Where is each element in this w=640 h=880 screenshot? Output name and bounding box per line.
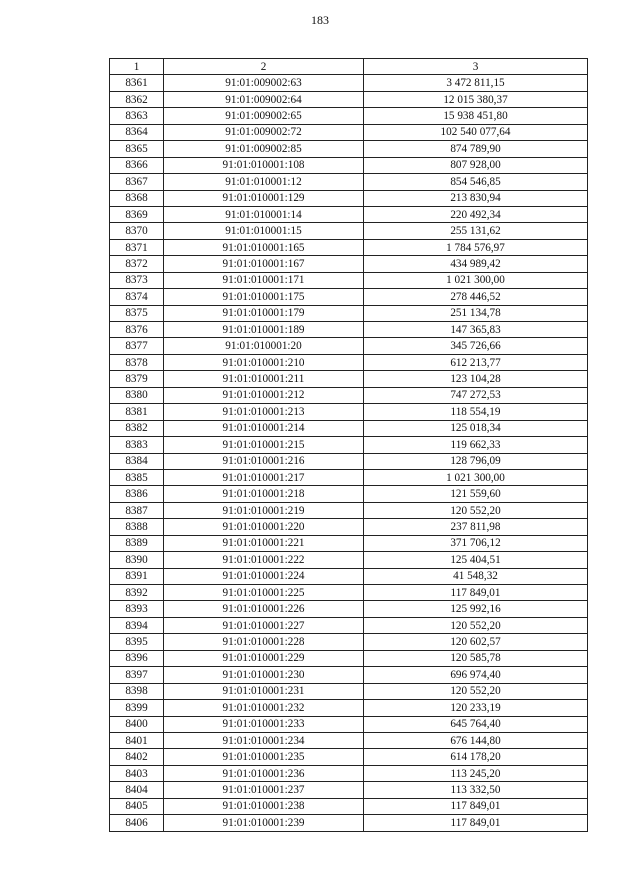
value-cell: 117 849,01 — [364, 585, 588, 601]
row-number-cell: 8383 — [110, 437, 164, 453]
header-row — [110, 59, 588, 75]
row-number-cell: 8399 — [110, 700, 164, 716]
cadastral-number-cell: 91:01:010001:233 — [164, 716, 364, 732]
row-number-cell: 8392 — [110, 585, 164, 601]
table-row — [110, 617, 588, 633]
value-cell: 120 552,20 — [364, 502, 588, 518]
table-row — [110, 354, 588, 370]
cadastral-number-cell: 91:01:010001:15 — [164, 223, 364, 239]
cadastral-number-cell: 91:01:010001:217 — [164, 469, 364, 485]
table-row — [110, 206, 588, 222]
page-number: 183 — [311, 13, 329, 27]
table-row — [110, 322, 588, 338]
value-cell: 614 178,20 — [364, 749, 588, 765]
value-cell: 1 021 300,00 — [364, 469, 588, 485]
row-number-cell: 8376 — [110, 322, 164, 338]
row-number-cell: 8389 — [110, 535, 164, 551]
value-cell: 278 446,52 — [364, 289, 588, 305]
value-cell: 371 706,12 — [364, 535, 588, 551]
table-row — [110, 716, 588, 732]
value-cell: 121 559,60 — [364, 486, 588, 502]
value-cell: 12 015 380,37 — [364, 91, 588, 107]
value-cell: 120 233,19 — [364, 700, 588, 716]
row-number-cell: 8397 — [110, 667, 164, 683]
table-row — [110, 305, 588, 321]
cadastral-number-cell: 91:01:010001:221 — [164, 535, 364, 551]
row-number-cell: 8366 — [110, 157, 164, 173]
cadastral-number-cell: 91:01:010001:225 — [164, 585, 364, 601]
table-row — [110, 749, 588, 765]
value-cell: 123 104,28 — [364, 371, 588, 387]
row-number-cell: 8375 — [110, 305, 164, 321]
value-cell: 645 764,40 — [364, 716, 588, 732]
cadastral-number-cell: 91:01:009002:63 — [164, 75, 364, 91]
table-body — [110, 75, 588, 831]
cadastral-number-cell: 91:01:010001:211 — [164, 371, 364, 387]
row-number-cell: 8403 — [110, 765, 164, 781]
table-row — [110, 765, 588, 781]
cadastral-number-cell: 91:01:010001:229 — [164, 650, 364, 666]
table-row — [110, 650, 588, 666]
cadastral-number-cell: 91:01:009002:85 — [164, 141, 364, 157]
cadastral-number-cell: 91:01:010001:171 — [164, 272, 364, 288]
value-cell: 1 021 300,00 — [364, 272, 588, 288]
cadastral-number-cell: 91:01:010001:226 — [164, 601, 364, 617]
cadastral-number-cell: 91:01:010001:235 — [164, 749, 364, 765]
column-header-value: 3 — [364, 59, 588, 75]
cadastral-number-cell: 91:01:010001:222 — [164, 552, 364, 568]
value-cell: 118 554,19 — [364, 404, 588, 420]
table-row — [110, 437, 588, 453]
cadastral-number-cell: 91:01:010001:189 — [164, 322, 364, 338]
row-number-cell: 8401 — [110, 732, 164, 748]
table-row — [110, 453, 588, 469]
value-cell: 15 938 451,80 — [364, 108, 588, 124]
row-number-cell: 8382 — [110, 420, 164, 436]
row-number-cell: 8379 — [110, 371, 164, 387]
table-row — [110, 634, 588, 650]
row-number-cell: 8381 — [110, 404, 164, 420]
value-cell: 120 552,20 — [364, 683, 588, 699]
cadastral-number-cell: 91:01:010001:232 — [164, 700, 364, 716]
value-cell: 854 546,85 — [364, 174, 588, 190]
value-cell: 676 144,80 — [364, 732, 588, 748]
value-cell: 747 272,53 — [364, 387, 588, 403]
table-row — [110, 667, 588, 683]
cadastral-number-cell: 91:01:010001:14 — [164, 206, 364, 222]
value-cell: 120 552,20 — [364, 617, 588, 633]
cadastral-number-cell: 91:01:010001:237 — [164, 782, 364, 798]
table-row — [110, 732, 588, 748]
value-cell: 102 540 077,64 — [364, 124, 588, 140]
table-row — [110, 75, 588, 91]
value-cell: 125 018,34 — [364, 420, 588, 436]
table-row — [110, 502, 588, 518]
table-row — [110, 585, 588, 601]
row-number-cell: 8388 — [110, 519, 164, 535]
cadastral-number-cell: 91:01:010001:231 — [164, 683, 364, 699]
column-header-cadastral-number: 2 — [164, 59, 364, 75]
table-row — [110, 223, 588, 239]
cadastral-number-cell: 91:01:010001:167 — [164, 256, 364, 272]
row-number-cell: 8384 — [110, 453, 164, 469]
value-cell: 237 811,98 — [364, 519, 588, 535]
table-row — [110, 141, 588, 157]
table-row — [110, 815, 588, 831]
row-number-cell: 8361 — [110, 75, 164, 91]
cadastral-value-table — [109, 58, 588, 832]
cadastral-number-cell: 91:01:009002:64 — [164, 91, 364, 107]
value-cell: 220 492,34 — [364, 206, 588, 222]
row-number-cell: 8385 — [110, 469, 164, 485]
row-number-cell: 8402 — [110, 749, 164, 765]
row-number-cell: 8371 — [110, 239, 164, 255]
row-number-cell: 8405 — [110, 798, 164, 814]
cadastral-number-cell: 91:01:010001:227 — [164, 617, 364, 633]
cadastral-number-cell: 91:01:010001:234 — [164, 732, 364, 748]
table-row — [110, 486, 588, 502]
row-number-cell: 8362 — [110, 91, 164, 107]
value-cell: 117 849,01 — [364, 815, 588, 831]
cadastral-number-cell: 91:01:010001:165 — [164, 239, 364, 255]
row-number-cell: 8378 — [110, 354, 164, 370]
cadastral-number-cell: 91:01:010001:12 — [164, 174, 364, 190]
row-number-cell: 8377 — [110, 338, 164, 354]
row-number-cell: 8400 — [110, 716, 164, 732]
row-number-cell: 8369 — [110, 206, 164, 222]
value-cell: 345 726,66 — [364, 338, 588, 354]
table-row — [110, 700, 588, 716]
row-number-cell: 8393 — [110, 601, 164, 617]
value-cell: 120 585,78 — [364, 650, 588, 666]
value-cell: 612 213,77 — [364, 354, 588, 370]
row-number-cell: 8368 — [110, 190, 164, 206]
row-number-cell: 8370 — [110, 223, 164, 239]
cadastral-number-cell: 91:01:010001:214 — [164, 420, 364, 436]
row-number-cell: 8364 — [110, 124, 164, 140]
table-row — [110, 91, 588, 107]
row-number-cell: 8391 — [110, 568, 164, 584]
table-row — [110, 568, 588, 584]
value-cell: 255 131,62 — [364, 223, 588, 239]
row-number-cell: 8396 — [110, 650, 164, 666]
table-row — [110, 601, 588, 617]
value-cell: 1 784 576,97 — [364, 239, 588, 255]
row-number-cell: 8395 — [110, 634, 164, 650]
row-number-cell: 8404 — [110, 782, 164, 798]
value-cell: 41 548,32 — [364, 568, 588, 584]
value-cell: 128 796,09 — [364, 453, 588, 469]
table-row — [110, 289, 588, 305]
table-row — [110, 272, 588, 288]
row-number-cell: 8363 — [110, 108, 164, 124]
cadastral-number-cell: 91:01:010001:108 — [164, 157, 364, 173]
cadastral-number-cell: 91:01:010001:179 — [164, 305, 364, 321]
table-row — [110, 174, 588, 190]
table-row — [110, 683, 588, 699]
value-cell: 119 662,33 — [364, 437, 588, 453]
cadastral-number-cell: 91:01:010001:20 — [164, 338, 364, 354]
cadastral-number-cell: 91:01:010001:216 — [164, 453, 364, 469]
value-cell: 147 365,83 — [364, 322, 588, 338]
table-row — [110, 239, 588, 255]
value-cell: 3 472 811,15 — [364, 75, 588, 91]
value-cell: 251 134,78 — [364, 305, 588, 321]
cadastral-number-cell: 91:01:010001:213 — [164, 404, 364, 420]
row-number-cell: 8387 — [110, 502, 164, 518]
column-header-number: 1 — [110, 59, 164, 75]
cadastral-number-cell: 91:01:010001:175 — [164, 289, 364, 305]
row-number-cell: 8365 — [110, 141, 164, 157]
table-row — [110, 157, 588, 173]
value-cell: 117 849,01 — [364, 798, 588, 814]
table-row — [110, 420, 588, 436]
cadastral-number-cell: 91:01:010001:224 — [164, 568, 364, 584]
row-number-cell: 8374 — [110, 289, 164, 305]
table-row — [110, 124, 588, 140]
cadastral-number-cell: 91:01:010001:212 — [164, 387, 364, 403]
table-row — [110, 387, 588, 403]
cadastral-number-cell: 91:01:010001:129 — [164, 190, 364, 206]
table-row — [110, 552, 588, 568]
row-number-cell: 8398 — [110, 683, 164, 699]
table-row — [110, 371, 588, 387]
cadastral-number-cell: 91:01:010001:219 — [164, 502, 364, 518]
cadastral-number-cell: 91:01:010001:215 — [164, 437, 364, 453]
value-cell: 120 602,57 — [364, 634, 588, 650]
value-cell: 807 928,00 — [364, 157, 588, 173]
value-cell: 696 974,40 — [364, 667, 588, 683]
table-row — [110, 190, 588, 206]
value-cell: 125 992,16 — [364, 601, 588, 617]
cadastral-number-cell: 91:01:009002:72 — [164, 124, 364, 140]
cadastral-number-cell: 91:01:010001:238 — [164, 798, 364, 814]
cadastral-number-cell: 91:01:010001:239 — [164, 815, 364, 831]
cadastral-number-cell: 91:01:010001:218 — [164, 486, 364, 502]
value-cell: 434 989,42 — [364, 256, 588, 272]
table-row — [110, 782, 588, 798]
cadastral-number-cell: 91:01:010001:230 — [164, 667, 364, 683]
value-cell: 874 789,90 — [364, 141, 588, 157]
value-cell: 213 830,94 — [364, 190, 588, 206]
row-number-cell: 8373 — [110, 272, 164, 288]
row-number-cell: 8367 — [110, 174, 164, 190]
row-number-cell: 8406 — [110, 815, 164, 831]
value-cell: 125 404,51 — [364, 552, 588, 568]
value-cell: 113 332,50 — [364, 782, 588, 798]
cadastral-number-cell: 91:01:010001:210 — [164, 354, 364, 370]
cadastral-number-cell: 91:01:010001:236 — [164, 765, 364, 781]
value-cell: 113 245,20 — [364, 765, 588, 781]
table-row — [110, 519, 588, 535]
table-row — [110, 469, 588, 485]
row-number-cell: 8386 — [110, 486, 164, 502]
table-row — [110, 404, 588, 420]
table-row — [110, 256, 588, 272]
table-row — [110, 535, 588, 551]
table-row — [110, 108, 588, 124]
row-number-cell: 8380 — [110, 387, 164, 403]
row-number-cell: 8390 — [110, 552, 164, 568]
cadastral-number-cell: 91:01:009002:65 — [164, 108, 364, 124]
table-row — [110, 798, 588, 814]
row-number-cell: 8372 — [110, 256, 164, 272]
table-row — [110, 338, 588, 354]
row-number-cell: 8394 — [110, 617, 164, 633]
cadastral-number-cell: 91:01:010001:220 — [164, 519, 364, 535]
cadastral-number-cell: 91:01:010001:228 — [164, 634, 364, 650]
